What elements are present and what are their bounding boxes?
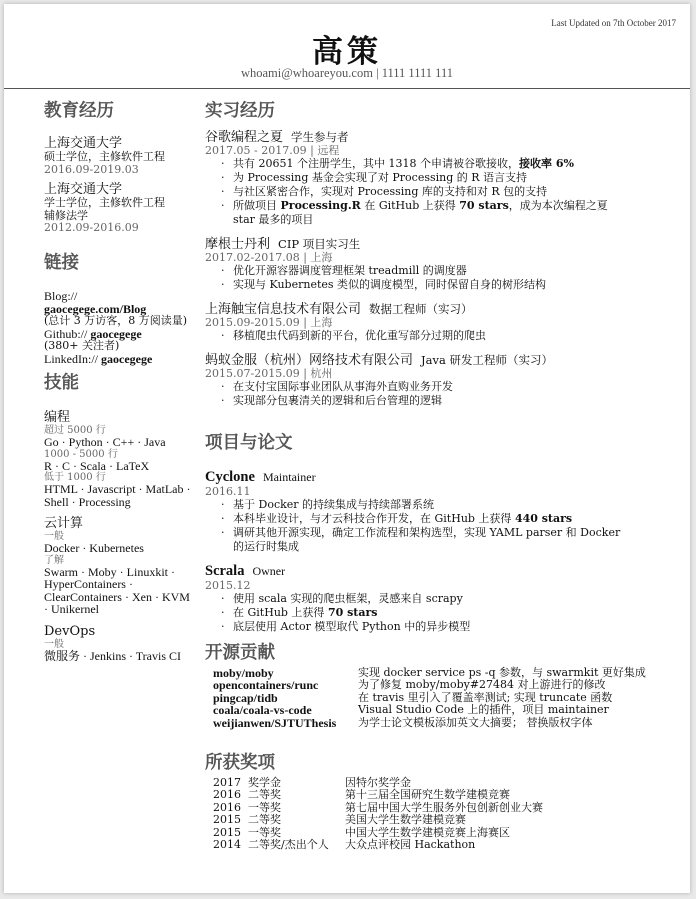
- blog-label: Blog://: [44, 289, 78, 303]
- project-item: [205, 560, 645, 580]
- project-role: Owner: [252, 564, 286, 578]
- award-year: 2017: [213, 776, 241, 789]
- bullet: · 基于 Docker 的持续集成与持续部署系统: [233, 498, 645, 512]
- award-row: [213, 839, 645, 851]
- bullet: · 与社区紧密合作，实现对 Processing 库的支持和对 R 包的支持: [233, 185, 645, 199]
- award-name: 美国大学生数学建模竞赛: [345, 813, 466, 827]
- skill-group-name: 编程: [44, 410, 71, 425]
- award-year: 2015: [213, 813, 241, 827]
- blog-link[interactable]: gaocegege.com/Blog: [44, 301, 147, 316]
- contribution-desc: 实现 docker service ps -q 参数，与 swarmkit 更好集成: [358, 666, 646, 679]
- job-bullets: [205, 329, 645, 343]
- job-item: [205, 302, 645, 317]
- role: 数据工程师（实习）: [369, 302, 473, 316]
- skill-level: 了解: [44, 554, 64, 566]
- bullet: · 共有 20651 个注册学生，其中 1318 个申请被谷歌接收，接收率 6%: [233, 157, 645, 171]
- bullet: · 实现部分包裹清关的逻辑和后台管理的逻辑: [233, 394, 645, 408]
- repo-link[interactable]: pingcap/tidb: [213, 690, 278, 705]
- award-type: 二等奖: [248, 813, 281, 827]
- bullet: · 使用 scala 实现的爬虫框架，灵感来自 scrapy: [233, 592, 645, 606]
- github-link[interactable]: gaocegege: [90, 326, 142, 341]
- company: 蚂蚁金服（杭州）网络技术有限公司: [205, 353, 414, 368]
- job-bullets: [205, 157, 645, 227]
- role: 学生参与者: [291, 130, 349, 144]
- bullet: · 在支付宝国际事业团队从事海外直购业务开发: [233, 380, 645, 394]
- linkedin-label: LinkedIn://: [44, 351, 98, 366]
- award-year: 2014: [213, 838, 241, 852]
- skill-list: Docker · Kubernetes: [44, 541, 144, 555]
- award-type: 二等奖: [248, 788, 281, 802]
- education-section: [44, 100, 199, 235]
- projects-section: [205, 432, 645, 634]
- job-item: [205, 237, 645, 252]
- skill-level: 超过 5000 行: [44, 425, 106, 436]
- linkedin-link[interactable]: gaocegege: [101, 351, 153, 366]
- award-name: 第七届中国大学生服务外包创新创业大赛: [345, 800, 543, 814]
- blog-note: (总计 3 万访客，8 万阅读量): [44, 314, 188, 327]
- award-name: 第十三届全国研究生数学建模竞赛: [345, 788, 510, 802]
- header-divider: [4, 88, 690, 89]
- job-item: [205, 353, 645, 368]
- job-bullets: [205, 380, 645, 408]
- date: 2016.09-2019.03: [44, 162, 139, 176]
- project-role: Maintainer: [262, 470, 316, 484]
- bullet: · 本科毕业设计，与才云科技合作开发，在 GitHub 上获得 440 stars: [233, 512, 645, 526]
- award-row: [213, 814, 645, 826]
- repo-link[interactable]: opencontainers/runc: [213, 678, 319, 693]
- skill-level: 1000 - 5000 行: [44, 448, 118, 460]
- date: 2012.09-2016.09: [44, 221, 139, 234]
- repo-link[interactable]: moby/moby: [213, 666, 274, 680]
- contribution-desc: 为了修复 moby/moby#27484 对上游进行的修改: [358, 678, 606, 692]
- skill-group-name: DevOps: [44, 623, 96, 639]
- job-date: 2015.07-2015.09 | 杭州: [205, 367, 333, 380]
- bullet: · 在 GitHub 上获得 70 stars: [233, 606, 645, 620]
- bullet: · 实现与 Kubernetes 类似的调度模型，同时保留自身的树形结构: [233, 278, 645, 292]
- job-item: [205, 130, 645, 145]
- job-bullets: [205, 264, 645, 292]
- internship-section: [205, 100, 645, 408]
- links-section: [44, 252, 199, 365]
- bullet: · 调研其他开源实现，确定工作流程和架构选型，实现 YAML parser 和 Docker 的运行时集成: [233, 526, 623, 554]
- award-type: 奖学金: [248, 776, 281, 789]
- contribution-row: [213, 704, 665, 716]
- last-updated: Last Updated on 7th October 2017: [551, 18, 676, 28]
- section-title: 链接: [44, 253, 79, 273]
- award-row: [213, 789, 645, 801]
- award-name: 因特尔奖学金: [345, 776, 411, 789]
- award-year: 2015: [213, 825, 241, 839]
- award-type: 一等奖: [248, 825, 281, 839]
- awards-section: [205, 752, 645, 851]
- company: 上海触宝信息技术有限公司: [205, 302, 362, 317]
- award-name: 中国大学生数学建模竞赛上海赛区: [345, 825, 510, 839]
- contribution-row: [213, 679, 665, 691]
- job-date: 2017.05 - 2017.09 | 远程: [205, 144, 340, 157]
- award-year: 2016: [213, 788, 241, 802]
- skill-level: 一般: [44, 531, 64, 542]
- bullet: · 所做项目 Processing.R 在 GitHub 上获得 70 stars，成为本次编程之夏 star 最多的项目: [233, 199, 623, 227]
- project-date: 2015.12: [205, 579, 251, 592]
- skill-group: [44, 624, 196, 663]
- contribution-desc: Visual Studio Code 上的插件，项目 maintainer: [358, 703, 609, 717]
- company: 谷歌编程之夏: [205, 130, 284, 145]
- education-item: [44, 182, 199, 235]
- bullet: · 底层使用 Actor 模型取代 Python 中的异步模型: [233, 620, 645, 634]
- opensource-section: [205, 642, 665, 729]
- role: Java 研发工程师（实习）: [421, 353, 553, 367]
- school: 上海交通大学: [44, 136, 123, 151]
- degree: 学士学位，主修软件工程: [44, 196, 165, 209]
- skill-group: [44, 516, 196, 616]
- company: 摩根士丹利: [205, 237, 271, 252]
- contribution-desc: 为学士论文模板添加英文大摘要； 替换版权字体: [358, 715, 593, 729]
- award-type: 一等奖: [248, 800, 281, 814]
- section-title: 所获奖项: [205, 753, 275, 773]
- bullet: · 优化开源容器调度管理框架 treadmill 的调度器: [233, 264, 645, 278]
- skill-list: Swarm · Moby · Linuxkit · HyperContainers · ClearContainers · Xen · KVM · Unikernel: [44, 564, 190, 616]
- skills-section: [44, 372, 196, 662]
- skill-list: 微服务 · Jenkins · Travis CI: [44, 648, 182, 663]
- skill-level: 一般: [44, 638, 64, 650]
- skill-group: [44, 410, 196, 508]
- section-title: 开源贡献: [205, 643, 275, 663]
- award-type: 二等奖/杰出个人: [248, 838, 329, 852]
- resume-page: [4, 4, 690, 893]
- bullet: · 为 Processing 基金会实现了对 Processing 的 R 语言支持: [233, 171, 645, 185]
- contribution-desc: 在 travis 里引入了覆盖率测试; 实现 truncate 函数: [358, 690, 613, 704]
- section-title: 项目与论文: [205, 433, 293, 453]
- job-date: 2017.02-2017.08 | 上海: [205, 251, 333, 264]
- github-note: (380+ 关注者): [44, 339, 120, 352]
- project-name: Cyclone: [205, 469, 255, 485]
- project-bullets: [205, 498, 645, 554]
- resume-name: 高策: [312, 34, 382, 70]
- school: 上海交通大学: [44, 182, 123, 197]
- skill-list: R · C · Scala · LaTeX: [44, 458, 150, 473]
- skill-list: HTML · Javascript · MatLab · Shell · Processing: [44, 482, 191, 509]
- award-year: 2016: [213, 800, 241, 814]
- section-title: 实习经历: [205, 101, 275, 121]
- section-title: 技能: [44, 373, 79, 393]
- contribution-row: [213, 717, 665, 729]
- project-item: [205, 466, 645, 486]
- repo-link[interactable]: weijianwen/SJTUThesis: [213, 715, 337, 730]
- skill-level: 低于 1000 行: [44, 472, 106, 483]
- bullet: · 移植爬虫代码到新的平台，优化重写部分过期的爬虫: [233, 329, 645, 343]
- role: CIP 项目实习生: [278, 237, 361, 251]
- skill-list: Go · Python · C++ · Java: [44, 435, 166, 449]
- project-name: Scrala: [205, 563, 245, 579]
- education-item: [44, 136, 199, 176]
- minor: 辅修法学: [44, 208, 88, 222]
- award-name: 大众点评校园 Hackathon: [345, 838, 476, 852]
- project-bullets: [205, 592, 645, 634]
- skill-group-name: 云计算: [44, 516, 84, 531]
- contact-info: whoami@whoareyou.com | 1111 1111 111: [240, 66, 453, 80]
- section-title: 教育经历: [44, 101, 114, 121]
- github-label: Github://: [44, 326, 88, 341]
- repo-link[interactable]: coala/coala-vs-code: [213, 703, 312, 718]
- project-date: 2016.11: [205, 485, 251, 498]
- job-date: 2015.09-2015.09 | 上海: [205, 316, 333, 329]
- degree: 硕士学位，主修软件工程: [44, 150, 165, 163]
